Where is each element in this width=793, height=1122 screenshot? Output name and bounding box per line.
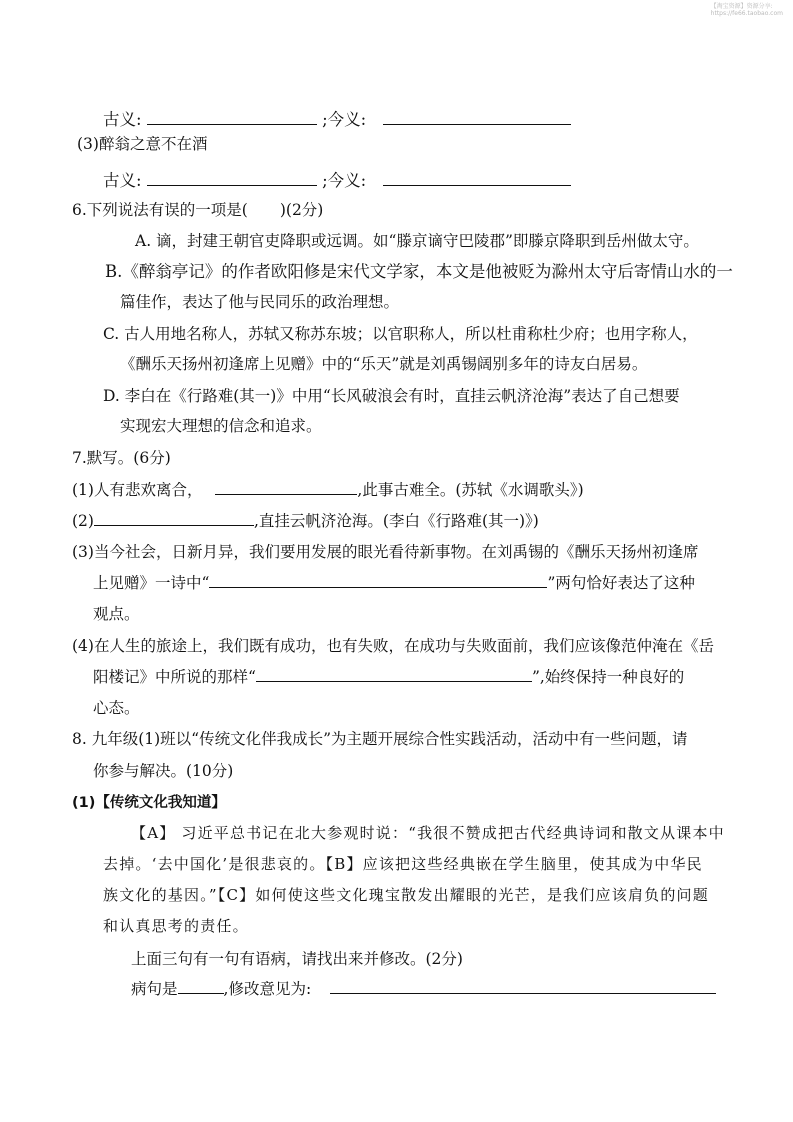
q8-passage-line4: 和认真思考的责任。 — [103, 917, 249, 935]
q7-item3-suffix: ”两句恰好表达了这种 — [547, 574, 695, 592]
q6-option-b-line1: B.《醉翁亭记》的作者欧阳修是宋代文学家，本文是他被贬为滁州太守后寄情山水的一 — [105, 262, 733, 281]
q8-stem-line1: 8. 九年级(1)班以“传统文化伴我成长”为主题开展综合性实践活动，活动中有一些问题，请 — [72, 730, 688, 748]
q7-item3-prefix: 上见赠》一诗中“ — [93, 574, 210, 592]
q5-item3: (3)醉翁之意不在酒 — [77, 135, 208, 153]
gu-yi-label: 古义: — [103, 110, 142, 129]
watermark-line-2: https://fe66.taobao.com — [710, 10, 783, 17]
watermark — [711, 3, 783, 17]
q7-item1-prefix: (1)人有悲欢离合， — [72, 481, 203, 499]
faulty-sentence-label: 病句是 — [131, 980, 178, 998]
jin-yi-blank[interactable] — [383, 170, 571, 186]
revision-blank[interactable] — [330, 978, 716, 994]
q7-item4-suffix: ”,始终保持一种良好的 — [531, 668, 685, 686]
q6-option-c-line1: C. 古人用地名称人，苏轼又称苏东坡；以官职称人，所以杜甫称杜少府；也用字称人， — [103, 325, 698, 343]
q7-item2-suffix: ,直挂云帆济沧海。(李白《行路难(其一)》) — [253, 512, 539, 530]
q6-stem-score: )(2分) — [279, 201, 324, 219]
q6-option-d-line2: 实现宏大理想的信念和追求。 — [120, 417, 322, 435]
q7-item3-line2 — [93, 571, 695, 593]
q7-stem: 7.默写。(6分) — [72, 449, 171, 467]
q6-option-a: A. 谪，封建王朝官吏降职或远调。如“滕京谪守巴陵郡”即滕京降职到岳州做太守。 — [135, 232, 699, 250]
q8-sub1-title: (1)【传统文化我知道】 — [72, 795, 226, 811]
q6-option-d-line1: D. 李白在《行路难(其一)》中用“长风破浪会有时，直挂云帆济沧海”表达了自己想要 — [103, 387, 680, 405]
jin-yi-label: ;今义: — [322, 171, 367, 190]
q5-item2-answer-row — [103, 106, 571, 130]
jin-yi-label: ;今义: — [322, 110, 367, 129]
q8-task: 上面三句有一句有语病，请找出来并修改。(2分) — [131, 950, 463, 968]
q8-passage-line2: 去掉。‘去中国化’是很悲哀的。【B】应该把这些经典嵌在学生脑里，使其成为中华民 — [103, 855, 703, 873]
q6-stem-text: 6.下列说法有误的一项是( — [72, 201, 248, 219]
q7-item2-prefix: (2) — [72, 512, 94, 530]
q5-item3-answer-row — [103, 167, 571, 191]
q6-option-b-line2: 篇佳作，表达了他与民同乐的政治理想。 — [120, 293, 400, 311]
gu-yi-label: 古义: — [103, 171, 142, 190]
gu-yi-blank[interactable] — [147, 109, 317, 125]
faulty-sentence-blank[interactable] — [178, 978, 224, 994]
q7-item1-blank[interactable] — [215, 479, 357, 495]
q6-stem — [72, 198, 323, 220]
q8-passage-line3: 族文化的基因。”【C】如何使这些文化瑰宝散发出耀眼的光芒，是我们应该肩负的问题 — [103, 886, 709, 904]
q7-item4-line1: (4)在人生的旅途上，我们既有成功，也有失败，在成功与失败面前，我们应该像范仲淹在《岳 — [72, 637, 714, 655]
q7-item1-suffix: ,此事古难全。(苏轼《水调歌头》) — [357, 481, 584, 499]
q8-passage-line1: 【A】 习近平总书记在北大参观时说：“我很不赞成把古代经典诗词和散文从课本中 — [131, 824, 725, 842]
q7-item4-prefix: 阳楼记》中所说的那样“ — [93, 668, 256, 686]
q7-item2 — [72, 509, 539, 531]
q7-item3-line3: 观点。 — [93, 605, 140, 623]
watermark-line-1: 【淘宝资源】资源分享: — [710, 3, 773, 10]
q7-item1 — [72, 478, 584, 500]
q7-item3-line1: (3)当今社会，日新月异，我们要用发展的眼光看待新事物。在刘禹锡的《酬乐天扬州初逢席 — [72, 543, 699, 561]
q7-item4-line3: 心态。 — [93, 699, 140, 717]
q7-item3-blank[interactable] — [209, 572, 547, 588]
q8-stem-line2: 你参与解决。(10分) — [93, 762, 234, 780]
revision-label: ,修改意见为: — [223, 980, 312, 998]
q7-item4-blank[interactable] — [256, 666, 532, 682]
gu-yi-blank[interactable] — [147, 170, 317, 186]
q7-item4-line2 — [93, 665, 684, 687]
q6-option-c-line2: 《酬乐天扬州初逢席上见赠》中的“乐天”就是刘禹锡阔别多年的诗友白居易。 — [120, 355, 648, 373]
jin-yi-blank[interactable] — [383, 109, 571, 125]
q8-answer-row — [131, 977, 716, 999]
q7-item2-blank[interactable] — [94, 510, 254, 526]
